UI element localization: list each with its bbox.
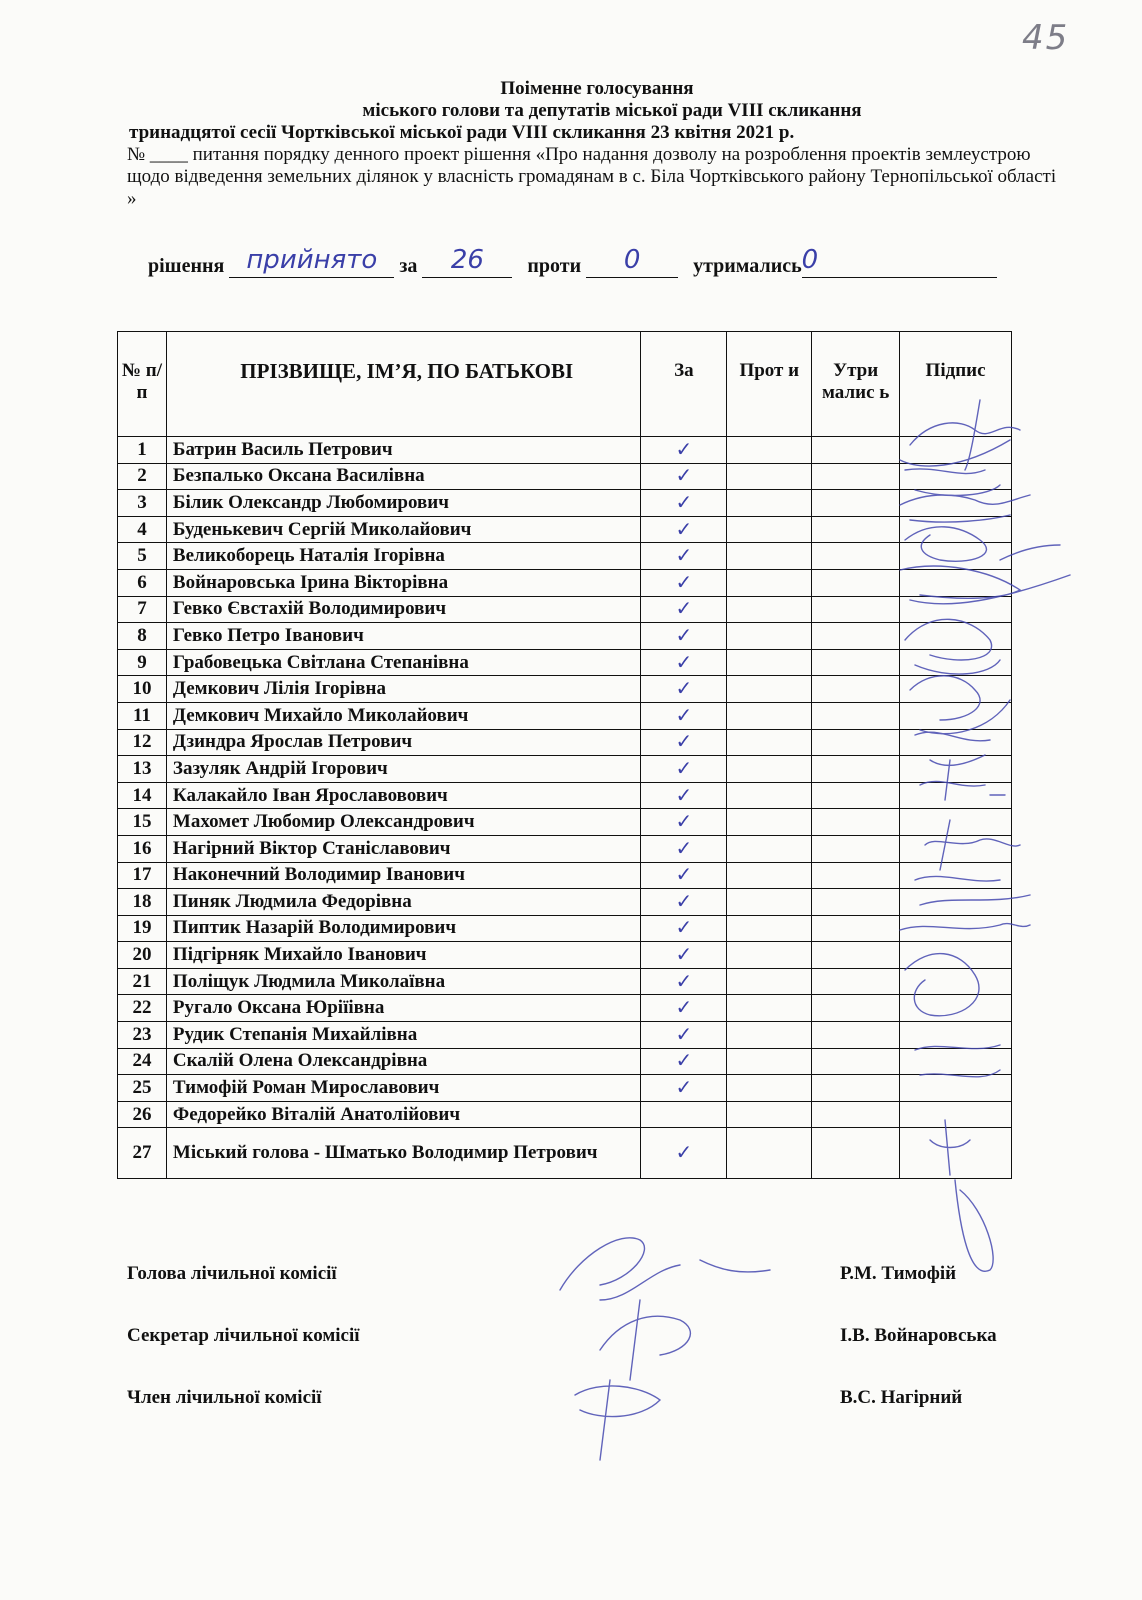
header-num: № п/п xyxy=(118,332,167,437)
row-number: 23 xyxy=(118,1022,167,1049)
row-name: Батрин Василь Петрович xyxy=(166,437,641,464)
row-number: 5 xyxy=(118,543,167,570)
row-name: Калакайло Іван Ярославовович xyxy=(166,782,641,809)
table-row xyxy=(118,702,1012,729)
row-signature xyxy=(900,729,1012,756)
row-abstain-mark xyxy=(812,569,900,596)
checkmark-icon: ✓ xyxy=(675,491,693,514)
header-against: Прот и xyxy=(727,332,812,437)
row-for-mark xyxy=(641,516,727,543)
row-for-mark xyxy=(641,702,727,729)
row-number: 24 xyxy=(118,1048,167,1075)
row-number: 21 xyxy=(118,968,167,995)
row-number: 2 xyxy=(118,463,167,490)
table-row xyxy=(118,1101,1012,1128)
table-row xyxy=(118,968,1012,995)
row-for-mark xyxy=(641,809,727,836)
checkmark-icon: ✓ xyxy=(675,518,693,541)
row-for-mark xyxy=(641,596,727,623)
row-against-mark xyxy=(727,702,812,729)
row-for-mark xyxy=(641,915,727,942)
row-against-mark xyxy=(727,676,812,703)
header-for: За xyxy=(641,332,727,437)
row-name: Гевко Євстахій Володимирович xyxy=(166,596,641,623)
row-number: 7 xyxy=(118,596,167,623)
row-name: Гевко Петро Іванович xyxy=(166,623,641,650)
table-row xyxy=(118,1128,1012,1179)
row-number: 4 xyxy=(118,516,167,543)
row-against-mark xyxy=(727,1101,812,1128)
row-against-mark xyxy=(727,569,812,596)
footer-name: Р.М. Тимофій xyxy=(840,1263,957,1284)
row-number: 19 xyxy=(118,915,167,942)
checkmark-icon: ✓ xyxy=(675,651,693,674)
footer-name: І.В. Войнаровська xyxy=(840,1325,997,1346)
row-abstain-mark xyxy=(812,1048,900,1075)
row-number: 15 xyxy=(118,809,167,836)
row-abstain-mark xyxy=(812,809,900,836)
row-signature xyxy=(900,835,1012,862)
table-row xyxy=(118,516,1012,543)
row-number: 18 xyxy=(118,889,167,916)
row-against-mark xyxy=(727,1128,812,1179)
row-abstain-mark xyxy=(812,702,900,729)
decision-field xyxy=(229,245,394,278)
row-signature xyxy=(900,968,1012,995)
row-for-mark xyxy=(641,490,727,517)
row-signature xyxy=(900,676,1012,703)
row-signature xyxy=(900,915,1012,942)
row-for-mark xyxy=(641,942,727,969)
row-name: Тимофій Роман Мирославович xyxy=(166,1075,641,1102)
table-row xyxy=(118,1048,1012,1075)
question-text: № ____ питання порядку денного проект рішення «Про надання дозволу на розроблення проектів землеустрою щодо відведення земельних ділянок у власність громадянам в с. Біла Чортківського району Тернопільської області » xyxy=(127,144,1057,209)
row-name: Буденькевич Сергій Миколайович xyxy=(166,516,641,543)
checkmark-icon: ✓ xyxy=(675,784,693,807)
row-abstain-mark xyxy=(812,490,900,517)
row-against-mark xyxy=(727,835,812,862)
row-against-mark xyxy=(727,1075,812,1102)
table-row xyxy=(118,756,1012,783)
table-row xyxy=(118,862,1012,889)
header-name: ПРІЗВИЩЕ, ІМ’Я, ПО БАТЬКОВІ xyxy=(166,332,641,437)
table-row xyxy=(118,543,1012,570)
row-for-mark xyxy=(641,756,727,783)
row-signature xyxy=(900,623,1012,650)
row-name: Дзиндра Ярослав Петрович xyxy=(166,729,641,756)
row-against-mark xyxy=(727,596,812,623)
row-abstain-mark xyxy=(812,437,900,464)
table-row xyxy=(118,569,1012,596)
table-row xyxy=(118,437,1012,464)
row-against-mark xyxy=(727,437,812,464)
checkmark-icon: ✓ xyxy=(675,837,693,860)
checkmark-icon: ✓ xyxy=(675,970,693,993)
checkmark-icon: ✓ xyxy=(675,624,693,647)
checkmark-icon: ✓ xyxy=(675,917,693,940)
table-row xyxy=(118,729,1012,756)
row-signature xyxy=(900,782,1012,809)
row-abstain-mark xyxy=(812,968,900,995)
decision-value: прийнято xyxy=(246,245,378,275)
row-name: Нагірний Віктор Станіславович xyxy=(166,835,641,862)
row-against-mark xyxy=(727,862,812,889)
row-name: Безпалько Оксана Василівна xyxy=(166,463,641,490)
row-against-mark xyxy=(727,889,812,916)
row-for-mark xyxy=(641,1048,727,1075)
footer-row-chair xyxy=(127,1263,1007,1285)
table-row xyxy=(118,915,1012,942)
checkmark-icon: ✓ xyxy=(675,757,693,780)
row-for-mark xyxy=(641,1101,727,1128)
checkmark-icon: ✓ xyxy=(675,438,693,461)
row-name: Ругало Оксана Юріїівна xyxy=(166,995,641,1022)
row-number: 10 xyxy=(118,676,167,703)
row-for-mark xyxy=(641,995,727,1022)
checkmark-icon: ✓ xyxy=(675,997,693,1020)
row-signature xyxy=(900,437,1012,464)
row-signature xyxy=(900,889,1012,916)
row-abstain-mark xyxy=(812,543,900,570)
checkmark-icon: ✓ xyxy=(675,678,693,701)
row-signature xyxy=(900,543,1012,570)
table-row xyxy=(118,809,1012,836)
row-number: 20 xyxy=(118,942,167,969)
row-number: 13 xyxy=(118,756,167,783)
page-number: 45 xyxy=(1022,18,1070,58)
row-signature xyxy=(900,862,1012,889)
row-name: Рудик Степанія Михайлівна xyxy=(166,1022,641,1049)
row-against-mark xyxy=(727,490,812,517)
decision-label: рішення xyxy=(148,255,225,277)
footer-row-secretary xyxy=(127,1325,1007,1347)
row-abstain-mark xyxy=(812,1075,900,1102)
checkmark-icon: ✓ xyxy=(675,731,693,754)
footer-row-member xyxy=(127,1387,1007,1409)
table-row xyxy=(118,676,1012,703)
row-name: Пиняк Людмила Федорівна xyxy=(166,889,641,916)
table-row xyxy=(118,942,1012,969)
row-signature xyxy=(900,702,1012,729)
table-row xyxy=(118,463,1012,490)
row-abstain-mark xyxy=(812,463,900,490)
row-name: Зазуляк Андрій Ігорович xyxy=(166,756,641,783)
row-abstain-mark xyxy=(812,1022,900,1049)
row-name: Демкович Михайло Миколайович xyxy=(166,702,641,729)
row-number: 1 xyxy=(118,437,167,464)
against-field xyxy=(586,245,678,278)
against-value: 0 xyxy=(623,245,641,275)
row-signature xyxy=(900,1128,1012,1179)
row-name: Підгірняк Михайло Іванович xyxy=(166,942,641,969)
row-for-mark xyxy=(641,463,727,490)
row-signature xyxy=(900,809,1012,836)
checkmark-icon: ✓ xyxy=(675,890,693,913)
row-number: 8 xyxy=(118,623,167,650)
row-number: 6 xyxy=(118,569,167,596)
row-against-mark xyxy=(727,543,812,570)
row-name: Пиптик Назарій Володимирович xyxy=(166,915,641,942)
row-for-mark xyxy=(641,835,727,862)
abstain-field xyxy=(801,245,997,278)
row-signature xyxy=(900,516,1012,543)
row-name: Міський голова - Шматько Володимир Петрович xyxy=(166,1128,641,1179)
table-row xyxy=(118,995,1012,1022)
row-number: 14 xyxy=(118,782,167,809)
row-abstain-mark xyxy=(812,835,900,862)
row-abstain-mark xyxy=(812,942,900,969)
row-signature xyxy=(900,1022,1012,1049)
vote-rows xyxy=(118,437,1012,1179)
row-against-mark xyxy=(727,782,812,809)
table-row xyxy=(118,835,1012,862)
row-against-mark xyxy=(727,463,812,490)
checkmark-icon: ✓ xyxy=(675,944,693,967)
table-row xyxy=(118,649,1012,676)
row-for-mark xyxy=(641,649,727,676)
row-abstain-mark xyxy=(812,623,900,650)
row-number: 11 xyxy=(118,702,167,729)
row-against-mark xyxy=(727,995,812,1022)
against-label: проти xyxy=(527,255,582,277)
table-row xyxy=(118,1075,1012,1102)
row-signature xyxy=(900,569,1012,596)
row-signature xyxy=(900,1101,1012,1128)
checkmark-icon: ✓ xyxy=(675,1023,693,1046)
row-for-mark xyxy=(641,1075,727,1102)
row-number: 27 xyxy=(118,1128,167,1179)
row-against-mark xyxy=(727,756,812,783)
table-row xyxy=(118,623,1012,650)
footer-role: Голова лічильної комісії xyxy=(127,1263,337,1284)
row-against-mark xyxy=(727,623,812,650)
row-for-mark xyxy=(641,968,727,995)
row-for-mark xyxy=(641,782,727,809)
footer-role: Секретар лічильної комісії xyxy=(127,1325,360,1346)
row-abstain-mark xyxy=(812,1128,900,1179)
voting-table xyxy=(117,331,1012,1179)
document-header xyxy=(127,78,1067,210)
row-name: Демкович Лілія Ігорівна xyxy=(166,676,641,703)
row-abstain-mark xyxy=(812,995,900,1022)
for-field xyxy=(422,245,512,278)
row-abstain-mark xyxy=(812,1101,900,1128)
row-against-mark xyxy=(727,729,812,756)
row-signature xyxy=(900,463,1012,490)
row-abstain-mark xyxy=(812,915,900,942)
row-for-mark xyxy=(641,623,727,650)
table-row xyxy=(118,889,1012,916)
header-signature: Підпис xyxy=(900,332,1012,437)
row-against-mark xyxy=(727,968,812,995)
checkmark-icon: ✓ xyxy=(675,1142,693,1165)
row-name: Поліщук Людмила Миколаївна xyxy=(166,968,641,995)
header-abstain: Утри малис ь xyxy=(812,332,900,437)
row-number: 9 xyxy=(118,649,167,676)
abstain-label: утримались xyxy=(693,255,802,277)
row-number: 17 xyxy=(118,862,167,889)
result-line xyxy=(148,245,1048,278)
table-row xyxy=(118,1022,1012,1049)
row-abstain-mark xyxy=(812,649,900,676)
row-for-mark xyxy=(641,889,727,916)
row-name: Скалій Олена Олександрівна xyxy=(166,1048,641,1075)
row-number: 22 xyxy=(118,995,167,1022)
row-name: Наконечний Володимир Іванович xyxy=(166,862,641,889)
row-abstain-mark xyxy=(812,596,900,623)
checkmark-icon: ✓ xyxy=(675,811,693,834)
row-against-mark xyxy=(727,809,812,836)
checkmark-icon: ✓ xyxy=(675,1050,693,1073)
row-name: Білик Олександр Любомирович xyxy=(166,490,641,517)
row-signature xyxy=(900,1075,1012,1102)
row-for-mark xyxy=(641,862,727,889)
row-name: Махомет Любомир Олександрович xyxy=(166,809,641,836)
footer-role: Член лічильної комісії xyxy=(127,1387,322,1408)
row-signature xyxy=(900,596,1012,623)
row-for-mark xyxy=(641,569,727,596)
table-row xyxy=(118,782,1012,809)
footer-name: В.С. Нагірний xyxy=(840,1387,963,1408)
row-number: 12 xyxy=(118,729,167,756)
checkmark-icon: ✓ xyxy=(675,598,693,621)
row-abstain-mark xyxy=(812,756,900,783)
row-against-mark xyxy=(727,915,812,942)
row-signature xyxy=(900,649,1012,676)
row-name: Войнаровська Ірина Вікторівна xyxy=(166,569,641,596)
checkmark-icon: ✓ xyxy=(675,545,693,568)
row-number: 3 xyxy=(118,490,167,517)
row-abstain-mark xyxy=(812,782,900,809)
for-label: за xyxy=(399,255,418,277)
header-line-3: тринадцятої сесії Чортківської міської ради VIII скликання 23 квітня 2021 р. xyxy=(129,122,795,143)
row-name: Грабовецька Світлана Степанівна xyxy=(166,649,641,676)
document-title: Поіменне голосування xyxy=(500,78,694,99)
row-against-mark xyxy=(727,649,812,676)
row-signature xyxy=(900,995,1012,1022)
row-abstain-mark xyxy=(812,889,900,916)
checkmark-icon: ✓ xyxy=(675,571,693,594)
row-abstain-mark xyxy=(812,676,900,703)
header-line-2: міського голови та депутатів міської ради VIII скликання xyxy=(362,100,862,121)
checkmark-icon: ✓ xyxy=(675,1077,693,1100)
row-against-mark xyxy=(727,516,812,543)
for-value: 26 xyxy=(450,245,484,275)
row-signature xyxy=(900,1048,1012,1075)
row-number: 25 xyxy=(118,1075,167,1102)
row-signature xyxy=(900,490,1012,517)
row-abstain-mark xyxy=(812,516,900,543)
row-for-mark xyxy=(641,729,727,756)
row-abstain-mark xyxy=(812,862,900,889)
checkmark-icon: ✓ xyxy=(675,465,693,488)
abstain-value: 0 xyxy=(801,245,819,275)
row-against-mark xyxy=(727,1048,812,1075)
checkmark-icon: ✓ xyxy=(675,704,693,727)
table-row xyxy=(118,596,1012,623)
row-name: Великоборець Наталія Ігорівна xyxy=(166,543,641,570)
row-number: 26 xyxy=(118,1101,167,1128)
row-for-mark xyxy=(641,437,727,464)
row-for-mark xyxy=(641,676,727,703)
row-against-mark xyxy=(727,1022,812,1049)
row-signature xyxy=(900,942,1012,969)
row-abstain-mark xyxy=(812,729,900,756)
row-number: 16 xyxy=(118,835,167,862)
row-for-mark xyxy=(641,543,727,570)
row-signature xyxy=(900,756,1012,783)
table-row xyxy=(118,490,1012,517)
row-for-mark xyxy=(641,1128,727,1179)
row-against-mark xyxy=(727,942,812,969)
row-for-mark xyxy=(641,1022,727,1049)
row-name: Федорейко Віталій Анатолійович xyxy=(166,1101,641,1128)
checkmark-icon: ✓ xyxy=(675,864,693,887)
